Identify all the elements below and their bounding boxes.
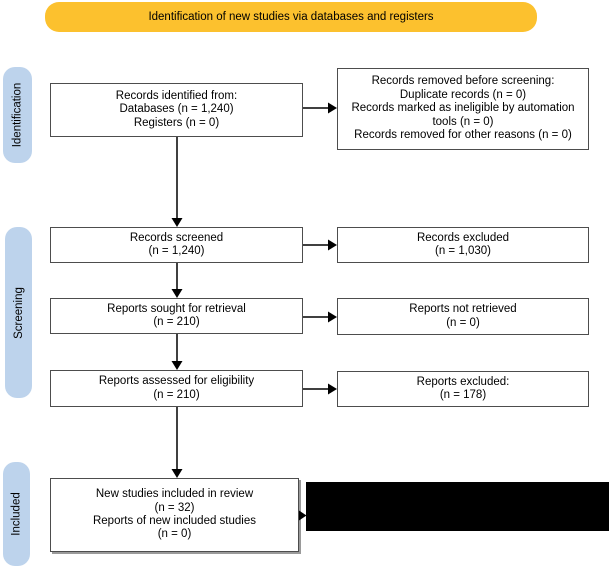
- box-reports-excluded: Reports excluded: (n = 178): [337, 371, 589, 407]
- box-records-screened: Records screened (n = 1,240): [50, 227, 303, 263]
- arrow-sought-to-assessed: [172, 334, 183, 370]
- stage-label-included: [3, 462, 30, 566]
- arrow-identified-to-screened: [172, 137, 183, 227]
- arrow-sought-to-notretrieved: [303, 312, 337, 323]
- stage-label-included-text: Included: [10, 492, 23, 536]
- box-records-removed-before-screening: Records removed before screening: Duplicate records (n = 0) Records marked as ineligible by automation tools (n = 0) Records removed for other reasons (n = 0): [337, 68, 589, 150]
- arrow-screened-to-excluded: [303, 240, 337, 251]
- stage-label-screening: [5, 227, 32, 398]
- arrow-assessed-to-included: [172, 407, 183, 478]
- box-reports-assessed-for-eligibility: Reports assessed for eligibility (n = 210): [50, 370, 303, 407]
- box-reports-sought-for-retrieval: Reports sought for retrieval (n = 210): [50, 298, 303, 334]
- box-reports-not-retrieved: Reports not retrieved (n = 0): [337, 298, 589, 335]
- box-records-identified: Records identified from: Databases (n = 1,240) Registers (n = 0): [50, 83, 303, 137]
- redacted-box: [306, 482, 609, 531]
- arrow-assessed-to-repexcluded: [303, 384, 337, 395]
- stage-label-identification-text: Identification: [11, 82, 24, 148]
- stage-label-identification: [3, 67, 32, 163]
- banner-title: Identification of new studies via databases and registers: [45, 2, 537, 32]
- box-new-studies-included: New studies included in review (n = 32) Reports of new included studies (n = 0): [50, 478, 299, 552]
- box-records-excluded: Records excluded (n = 1,030): [337, 227, 589, 263]
- stage-label-screening-text: Screening: [12, 286, 25, 339]
- arrow-screened-to-sought: [172, 263, 183, 298]
- arrow-identified-to-removed: [303, 103, 337, 114]
